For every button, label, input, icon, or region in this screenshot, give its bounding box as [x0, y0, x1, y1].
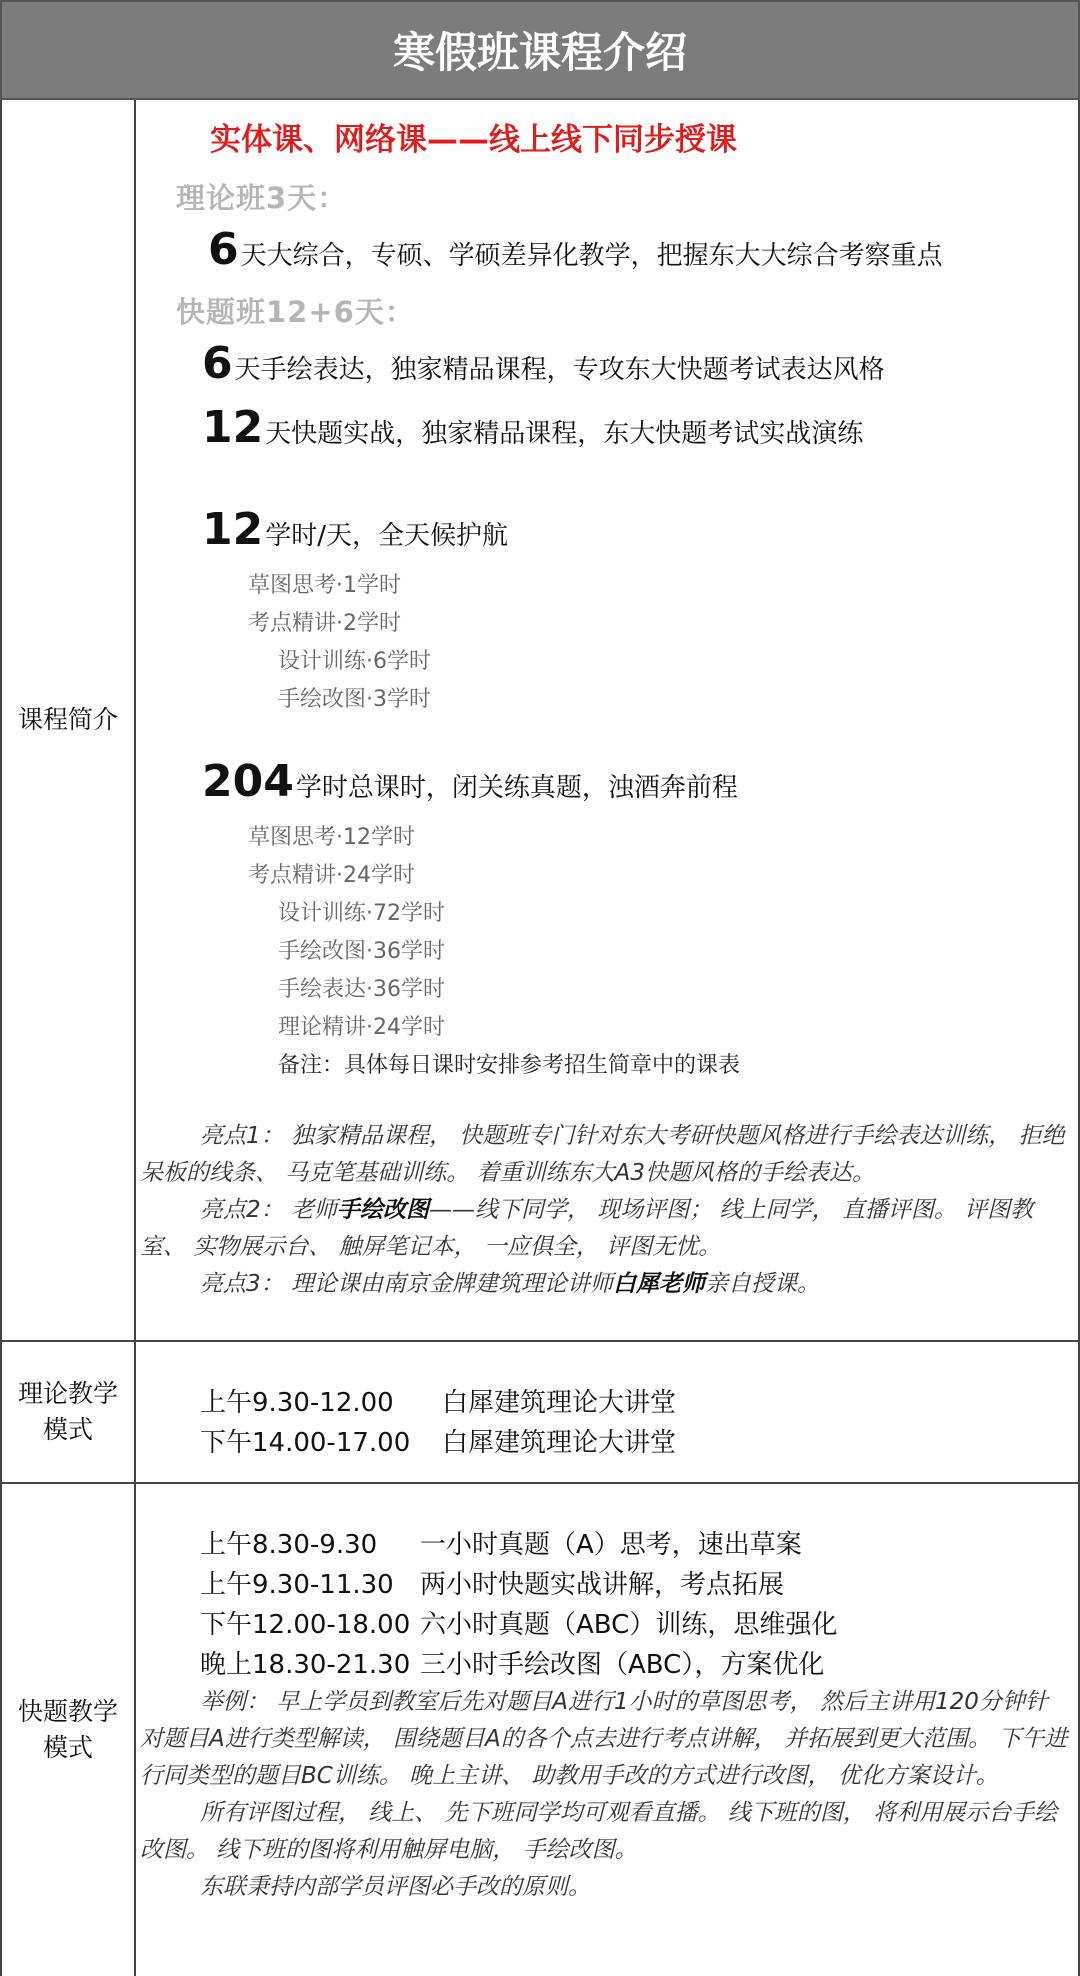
- total-line: [202, 756, 738, 807]
- theory-mode-content: [136, 1342, 1078, 1482]
- quick-line-2: [202, 402, 863, 453]
- daily-line: [202, 504, 508, 555]
- highlight-3c: 亲自授课。: [704, 1271, 820, 1297]
- daily-item: 考点精讲·2学时: [248, 611, 401, 636]
- theory-schedule-row: [200, 1382, 676, 1419]
- daily-item: 草图思考·1学时: [248, 573, 401, 598]
- quick-line-1: [202, 338, 885, 389]
- daily-text: 学时/天，全天候护航: [265, 521, 508, 551]
- total-item: 手绘改图·36学时: [278, 939, 445, 964]
- total-item: 草图思考·12学时: [248, 825, 415, 850]
- highlight-1: 亮点1： 独家精品课程， 快题班专门针对东大考研快题风格进行手绘表达训练， 拒绝呆板的线条、 马克笔基础训练。 着重训练东大A3快题风格的手绘表达。: [140, 1123, 1065, 1186]
- total-item: 手绘表达·36学时: [278, 977, 445, 1002]
- theory-line: [208, 224, 943, 275]
- schedule-desc: 白犀建筑理论大讲堂: [442, 1428, 677, 1458]
- daily-item: 手绘改图·3学时: [278, 687, 431, 712]
- quick-heading: 快题班12+6天：: [176, 295, 415, 329]
- quick-line-2-text: 天快题实战，独家精品课程，东大快题考试实战演练: [265, 419, 864, 449]
- total-item: 理论精讲·24学时: [278, 1015, 445, 1040]
- intro-row: [2, 100, 1078, 1342]
- quick-schedule-row: [200, 1604, 837, 1641]
- schedule-time: 晚上18.30-21.30: [200, 1650, 411, 1680]
- total-item: 设计训练·72学时: [278, 901, 445, 926]
- remark: 备注：具体每日课时安排参考招生简章中的课表: [278, 1053, 741, 1078]
- theory-mode-label: 理论教学模式: [2, 1342, 136, 1482]
- intro-label: 课程简介: [2, 100, 136, 1340]
- schedule-time: 下午14.00-17.00: [200, 1428, 411, 1458]
- schedule-desc: 白犀建筑理论大讲堂: [442, 1388, 677, 1418]
- quick-mode-content: [136, 1484, 1078, 1976]
- total-text: 学时总课时，闭关练真题，浊酒奔前程: [295, 773, 738, 803]
- theory-heading: 理论班3天：: [176, 181, 348, 215]
- theory-schedule-row: [200, 1422, 676, 1459]
- quick-schedule-row: [200, 1644, 824, 1681]
- example-text: 举例： 早上学员到教室后先对题目A进行1小时的草图思考， 然后主讲用120分钟针对题目A进行类型解读， 围绕题目A的各个点去进行考点讲解， 并拓展到更大范围。 下午进行同类型的题目BC训练。 晚上主讲、 助教用手改的方式进行改图， 优化方案设计。: [140, 1689, 1068, 1789]
- intro-content: [136, 100, 1078, 1340]
- live-text: 所有评图过程， 线上、 先下班同学均可观看直播。 线下班的图， 将利用展示台手绘改图。 线下班的图将利用触屏电脑， 手绘改图。: [140, 1800, 1058, 1863]
- schedule-time: 上午8.30-9.30: [200, 1530, 378, 1560]
- total-item: 考点精讲·24学时: [248, 863, 415, 888]
- schedule-desc: 六小时真题（ABC）训练，思维强化: [420, 1610, 838, 1640]
- theory-line-num: 6: [208, 224, 239, 275]
- daily-item: 设计训练·6学时: [278, 649, 431, 674]
- quick-line-2-num: 12: [202, 402, 264, 453]
- theory-mode-row: [2, 1342, 1078, 1484]
- highlight-2b: 手绘改图: [336, 1197, 429, 1223]
- schedule-desc: 一小时真题（A）思考，速出草案: [420, 1530, 802, 1560]
- schedule-time: 上午9.30-12.00: [200, 1388, 394, 1418]
- quick-mode-label: 快题教学模式: [2, 1484, 136, 1976]
- total-num: 204: [202, 756, 294, 807]
- daily-num: 12: [202, 504, 264, 555]
- quick-line-1-text: 天手绘表达，独家精品课程，专攻东大快题考试表达风格: [234, 355, 885, 385]
- quick-mode-row: [2, 1484, 1078, 1976]
- course-table: [0, 100, 1080, 1976]
- schedule-time: 上午9.30-11.30: [200, 1570, 394, 1600]
- page-title: 寒假班课程介绍: [0, 0, 1080, 100]
- quick-line-1-num: 6: [202, 338, 233, 389]
- quick-schedule-row: [200, 1564, 784, 1601]
- schedule-time: 下午12.00-18.00: [200, 1610, 411, 1640]
- highlights: [140, 1118, 1068, 1303]
- theory-line-text: 天大综合，专硕、学硕差异化教学，把握东大大综合考察重点: [240, 241, 943, 271]
- quick-schedule-row: [200, 1524, 802, 1561]
- highlight-2a: 亮点2： 老师: [200, 1197, 337, 1223]
- highlight-2c: ——线下同学， 现场评图； 线上同学， 直播评图。 评图教室、 实物展示台、 触屏笔记本， 一应俱全， 评图无忧。: [140, 1197, 1034, 1260]
- schedule-desc: 两小时快题实战讲解，考点拓展: [420, 1570, 785, 1600]
- quick-mode-notes: [140, 1684, 1068, 1906]
- intro-headline: 实体课、网络课——线上线下同步授课: [210, 122, 737, 158]
- schedule-desc: 三小时手绘改图（ABC），方案优化: [420, 1650, 825, 1680]
- highlight-3a: 亮点3： 理论课由南京金牌建筑理论讲师: [200, 1271, 613, 1297]
- principle-text: 东联秉持内部学员评图必手改的原则。: [200, 1874, 591, 1900]
- highlight-3b: 白犀老师: [612, 1271, 705, 1297]
